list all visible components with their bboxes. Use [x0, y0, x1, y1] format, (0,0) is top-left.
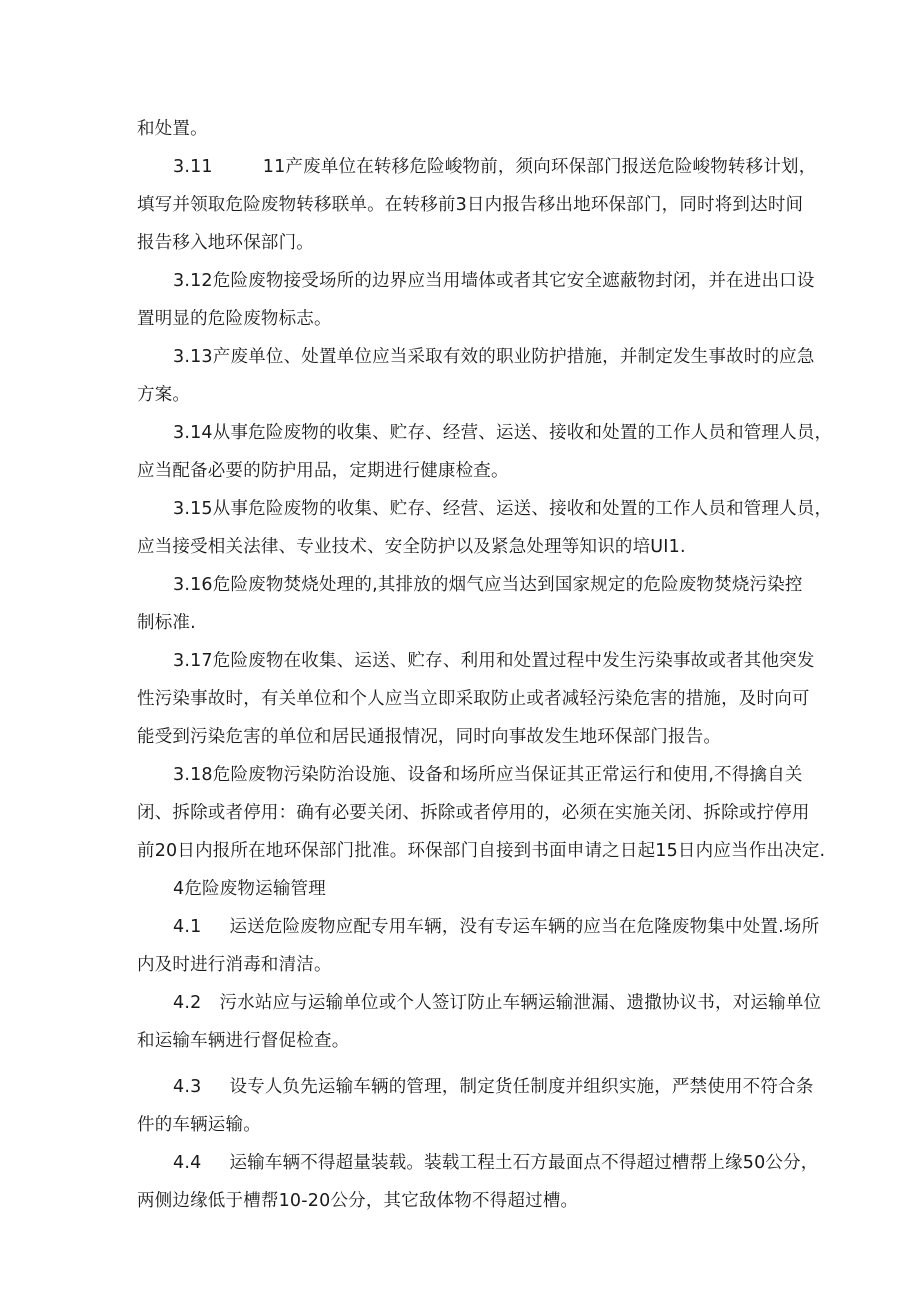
text-line: 方案。 [137, 385, 191, 405]
text-line: 性污染事故时，有关单位和个人应当立即采取防止或者减轻污染危害的措施，及时向可 [137, 689, 810, 709]
text-line: 应当接受相关法律、专业技术、安全防护以及紧急处理等知识的培UI1. [137, 537, 686, 557]
clause-number: 4.2 [173, 993, 202, 1013]
clause-number: 3.11 [173, 157, 213, 177]
text-line: 3.18危险废物污染防治设施、设备和场所应当保证其正常运行和使用,不得擒自关 [173, 765, 803, 785]
paragraph-4-4-first-line [173, 1151, 819, 1175]
section-heading: 4危险废物运输管理 [173, 879, 326, 899]
paragraph-4-1-first-line [173, 915, 819, 939]
text-line: 运输车辆不得超量装载。装载工程土石方最面点不得超过槽帮上缘50公分， [229, 1153, 819, 1173]
text-line: 报告移入地环保部门。 [137, 233, 314, 253]
clause-number: 4.4 [173, 1153, 202, 1173]
text-line: 设专人负先运输车辆的管理，制定货任制度并组织实施，严禁使用不符合条 [229, 1077, 814, 1097]
text-line: 件的车辆运输。 [137, 1115, 261, 1135]
text-line: 运送危险废物应配专用车辆，没有专运车辆的应当在危隆废物集中处置.场所 [229, 917, 820, 937]
paragraph-3-11-first-line [173, 155, 816, 179]
text-line: 和运输车辆进行督促检查。 [137, 1031, 350, 1051]
text-line: 能受到污染危害的单位和居民通报情况，同时向事故发生地环保部门报告。 [137, 727, 722, 747]
text-line: 置明显的危险废物标志。 [137, 309, 332, 329]
text-line: 填写并领取危险废物转移联单。在转移前3日内报告移出地环保部门，同时将到达时间 [137, 195, 804, 215]
text-line: 内及时进行消毒和清洁。 [137, 955, 332, 975]
text-line: 应当配备必要的防护用品，定期进行健康检查。 [137, 461, 509, 481]
text-line: 3.14从事危险废物的收集、贮存、经营、运送、接收和处置的工作人员和管理人员， [173, 423, 833, 443]
text-line: 污水站应与运输单位或个人签订防止车辆运输泄漏、遗撒协议书，对运输单位 [219, 993, 822, 1013]
text-line: 和处置。 [137, 119, 208, 139]
paragraph-4-3-first-line [173, 1075, 814, 1099]
text-line: 3.13产废单位、处置单位应当采取有效的职业防护措施，并制定发生事故时的应急 [173, 347, 815, 367]
text-line: 3.16危险废物焚烧处理的,其排放的烟气应当达到国家规定的危险废物焚烧污染控 [173, 575, 803, 595]
paragraph-4-2-first-line [173, 991, 821, 1015]
text-line: 闭、拆除或者停用：确有必要关闭、拆除或者停用的，必须在实施关闭、拆除或拧停用 [137, 803, 810, 823]
text-line: 制标准. [137, 613, 196, 633]
text-line: 11产废单位在转移危险峻物前，须向环保部门报送危险峻物转移计划， [262, 157, 817, 177]
text-line: 3.12危险废物接受场所的边界应当用墙体或者其它安全遮蔽物封闭，并在进出口设 [173, 271, 815, 291]
clause-number: 4.1 [173, 917, 202, 937]
text-line: 3.15从事危险废物的收集、贮存、经营、运送、接收和处置的工作人员和管理人员， [173, 499, 833, 519]
text-line: 3.17危险废物在收集、运送、贮存、利用和处置过程中发生污染事故或者其他突发 [173, 651, 815, 671]
text-line: 两侧边缘低于槽帮10-20公分，其它敌体物不得超过槽。 [137, 1191, 579, 1211]
text-line: 前20日内报所在地环保部门批准。环保部门自接到书面申请之日起15日内应当作出决定. [137, 841, 826, 861]
clause-number: 4.3 [173, 1077, 202, 1097]
